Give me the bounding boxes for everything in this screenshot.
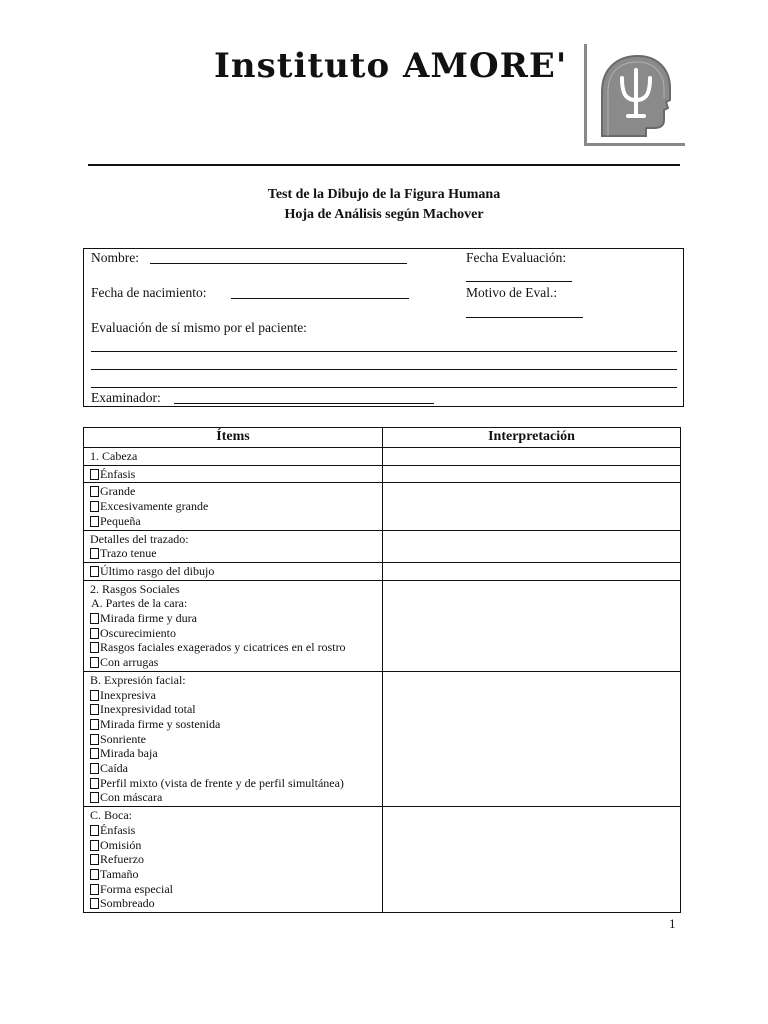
checkbox[interactable]	[90, 690, 99, 701]
fecha-evaluacion-field[interactable]	[466, 281, 572, 282]
checkbox[interactable]	[90, 763, 99, 774]
checkbox[interactable]	[90, 792, 99, 803]
checklist-item	[90, 467, 376, 482]
items-cell	[84, 671, 383, 806]
checkbox[interactable]	[90, 840, 99, 851]
header-rule	[88, 164, 680, 166]
table-header-row	[84, 428, 681, 448]
checklist-item	[90, 626, 376, 641]
analysis-table	[83, 427, 681, 913]
autoevaluacion-label: Evaluación de sí mismo por el paciente:	[91, 320, 307, 335]
table-row	[84, 448, 681, 466]
checklist-item-label: Trazo tenue	[100, 546, 157, 561]
interpretation-cell[interactable]	[383, 580, 681, 671]
checklist-item	[90, 867, 376, 882]
table-row	[84, 671, 681, 806]
items-cell	[84, 807, 383, 913]
checklist-item-label: Énfasis	[100, 466, 136, 481]
psi-head-icon	[596, 52, 674, 140]
column-header-interpretacion: Interpretación	[383, 428, 681, 448]
checklist-item-label: Pequeña	[100, 513, 141, 528]
items-cell	[84, 562, 383, 580]
fecha-nacimiento-field[interactable]	[231, 298, 409, 299]
checklist-item	[90, 882, 376, 897]
examinador-label: Examinador:	[91, 390, 161, 405]
checklist-item-label: Forma especial	[100, 881, 173, 896]
checklist-item	[90, 546, 376, 561]
checklist-item-label: Sonriente	[100, 731, 146, 746]
table-row	[84, 465, 681, 483]
page-number: 1	[669, 916, 676, 931]
checklist-item-label: Omisión	[100, 837, 142, 852]
checklist-item	[90, 896, 376, 911]
checkbox[interactable]	[90, 657, 99, 668]
motivo-field[interactable]	[466, 317, 583, 318]
autoevaluacion-line-2[interactable]	[91, 369, 677, 370]
checklist-item-label: Refuerzo	[100, 852, 144, 867]
header-divider-horizontal	[584, 143, 685, 146]
checklist-item-label: Tamaño	[100, 866, 139, 881]
checkbox[interactable]	[90, 566, 99, 577]
examinador-field[interactable]	[174, 403, 434, 404]
checkbox[interactable]	[90, 613, 99, 624]
checklist-item-label: Grande	[100, 484, 136, 499]
checklist-item	[90, 732, 376, 747]
table-row	[84, 807, 681, 913]
checkbox[interactable]	[90, 548, 99, 559]
checklist-item-label: Énfasis	[100, 822, 136, 837]
checklist-item	[90, 852, 376, 867]
header-divider-vertical	[584, 44, 587, 144]
items-cell	[84, 580, 383, 671]
checklist-item-label: Caída	[100, 761, 128, 776]
autoevaluacion-line-1[interactable]	[91, 351, 677, 352]
section-heading: C. Boca:	[90, 808, 132, 823]
checklist-item-label: Perfil mixto (vista de frente y de perfil simultánea)	[100, 775, 344, 790]
checklist-item	[90, 640, 376, 655]
interpretation-cell[interactable]	[383, 465, 681, 483]
checklist-item-label: Mirada firme y sostenida	[100, 716, 221, 731]
table-row	[84, 562, 681, 580]
items-cell	[84, 483, 383, 530]
checklist-item	[90, 655, 376, 670]
checklist-item	[90, 499, 376, 514]
checklist-item	[90, 564, 376, 579]
checklist-item-label: Mirada firme y dura	[100, 611, 197, 626]
table-row	[84, 580, 681, 671]
checklist-item	[90, 790, 376, 805]
checklist-item-label: Oscurecimiento	[100, 625, 176, 640]
checklist-item	[90, 514, 376, 529]
section-heading: B. Expresión facial:	[90, 672, 186, 687]
checklist-item-label: Inexpresiva	[100, 687, 156, 702]
fecha-evaluacion-label: Fecha Evaluación:	[466, 250, 567, 265]
items-cell	[84, 448, 383, 466]
section-heading: Detalles del trazado:	[90, 531, 189, 546]
checkbox[interactable]	[90, 884, 99, 895]
checklist-item	[90, 776, 376, 791]
checkbox[interactable]	[90, 628, 99, 639]
checkbox[interactable]	[90, 869, 99, 880]
checklist-item-label: Excesivamente grande	[100, 499, 209, 514]
fecha-nacimiento-label: Fecha de nacimiento:	[91, 285, 207, 300]
checkbox[interactable]	[90, 734, 99, 745]
interpretation-cell[interactable]	[383, 562, 681, 580]
checklist-item-label: Con máscara	[100, 790, 163, 805]
interpretation-cell[interactable]	[383, 448, 681, 466]
checklist-item-label: Con arrugas	[100, 655, 159, 670]
checkbox[interactable]	[90, 854, 99, 865]
table-body	[84, 448, 681, 913]
checklist-item	[90, 746, 376, 761]
checklist-item	[90, 823, 376, 838]
checkbox[interactable]	[90, 516, 99, 527]
checklist-item	[90, 688, 376, 703]
interpretation-cell[interactable]	[383, 530, 681, 562]
checkbox[interactable]	[90, 748, 99, 759]
section-heading: 2. Rasgos Sociales	[90, 581, 180, 596]
document-title: Test de la Dibujo de la Figura Humana	[267, 187, 501, 202]
checkbox[interactable]	[90, 486, 99, 497]
checkbox[interactable]	[90, 778, 99, 789]
checklist-item	[90, 484, 376, 499]
items-cell	[84, 465, 383, 483]
checklist-item	[90, 838, 376, 853]
checkbox[interactable]	[90, 704, 99, 715]
checklist-item	[90, 717, 376, 732]
institute-name: Instituto AMORE'	[214, 46, 568, 86]
checklist-item	[90, 611, 376, 626]
checkbox[interactable]	[90, 501, 99, 512]
checklist-item-label: Mirada baja	[100, 746, 158, 761]
section-heading: 1. Cabeza	[90, 449, 138, 463]
checkbox[interactable]	[90, 469, 99, 480]
checklist-item	[90, 761, 376, 776]
table-row	[84, 530, 681, 562]
nombre-label: Nombre:	[91, 250, 139, 265]
checkbox[interactable]	[90, 825, 99, 836]
interpretation-cell[interactable]	[383, 807, 681, 913]
subsection-heading: A. Partes de la cara:	[91, 596, 188, 611]
checklist-item-label: Último rasgo del dibujo	[100, 563, 215, 578]
document-subtitle: Hoja de Análisis según Machover	[284, 207, 484, 222]
checklist-item-label: Sombreado	[100, 896, 155, 911]
checkbox[interactable]	[90, 898, 99, 909]
interpretation-cell[interactable]	[383, 671, 681, 806]
interpretation-cell[interactable]	[383, 483, 681, 530]
patient-info-box	[83, 248, 684, 407]
checklist-item-label: Rasgos faciales exagerados y cicatrices en el rostro	[100, 640, 346, 655]
motivo-label: Motivo de Eval.:	[466, 285, 558, 300]
items-cell	[84, 530, 383, 562]
column-header-items: Ítems	[84, 428, 383, 448]
checklist-item	[90, 702, 376, 717]
nombre-field[interactable]	[150, 263, 407, 264]
table-row	[84, 483, 681, 530]
autoevaluacion-line-3[interactable]	[91, 387, 677, 388]
checkbox[interactable]	[90, 642, 99, 653]
checklist-item-label: Inexpresividad total	[100, 702, 196, 717]
checkbox[interactable]	[90, 719, 99, 730]
